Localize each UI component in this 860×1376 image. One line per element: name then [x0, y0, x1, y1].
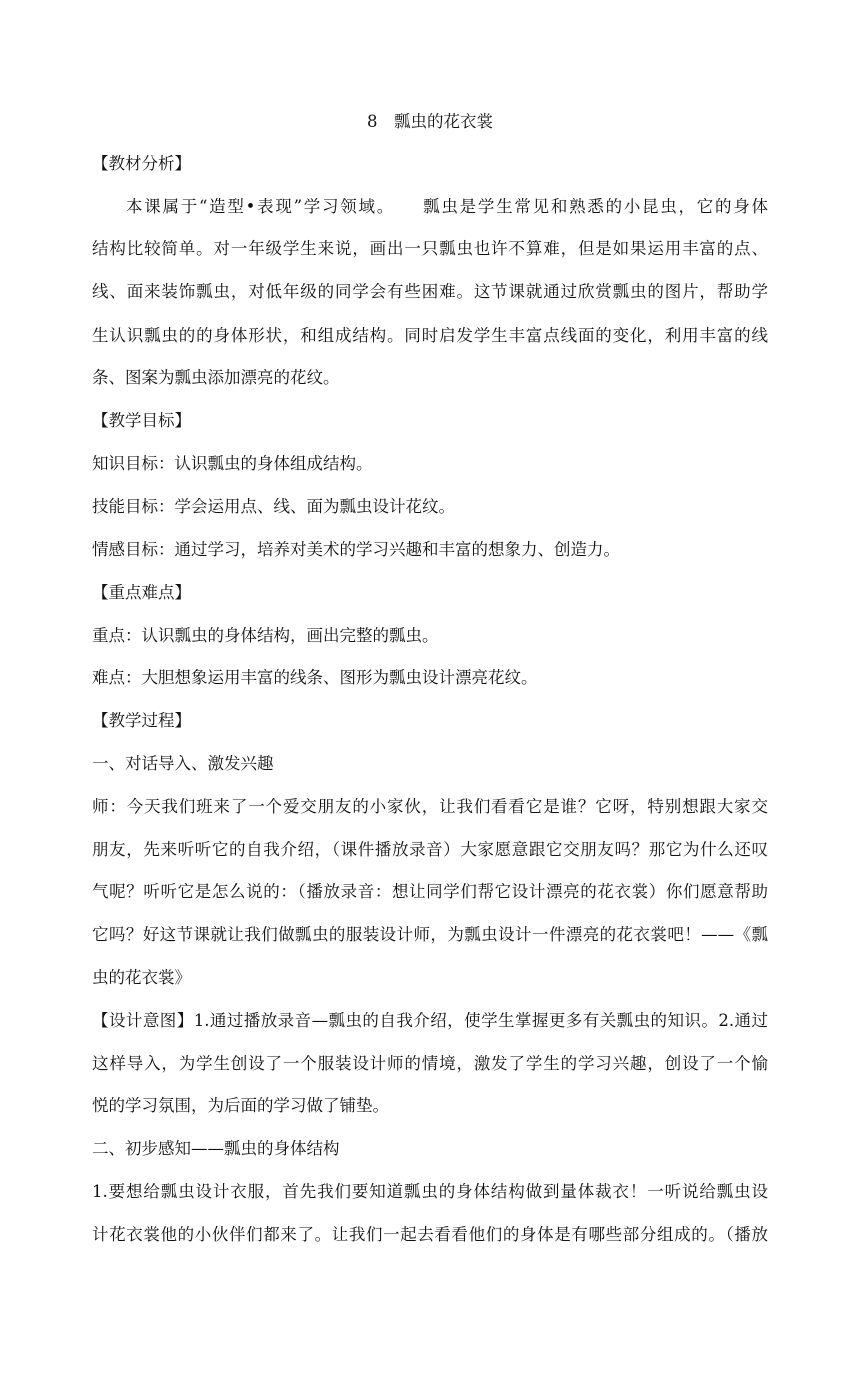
design-intent-line: 【设计意图】1.通过播放录音—瓢虫的自我介绍，使学生掌握更多有关瓢虫的知识。2.通过: [92, 1011, 768, 1030]
section-heading-key-points: 【重点难点】: [92, 583, 191, 602]
section-heading-goals: 【教学目标】: [92, 411, 191, 430]
paragraph-line: 本课属于“造型•表现”学习领域。 瓢虫是学生常见和熟悉的小昆虫，它的身体: [126, 197, 768, 216]
design-intent-line: 悦的学习氛围，为后面的学习做了铺垫。: [92, 1096, 389, 1115]
paragraph-line: 条、图案为瓢虫添加漂亮的花纹。: [92, 368, 340, 387]
paragraph-line: 气呢？听听它是怎么说的：（播放录音：想让同学们帮它设计漂亮的花衣裳）你们愿意帮助: [92, 882, 768, 901]
goal-skill: 技能目标：学会运用点、线、面为瓢虫设计花纹。: [92, 497, 455, 516]
paragraph-line: 师：今天我们班来了一个爱交朋友的小家伙，让我们看看它是谁？它呀，特别想跟大家交: [92, 797, 768, 816]
section-heading-process: 【教学过程】: [92, 711, 191, 730]
section-heading-analysis: 【教材分析】: [92, 154, 191, 173]
paragraph-line: 线、面来装饰瓢虫，对低年级的同学会有些困难。这节课就通过欣赏瓢虫的图片，帮助学: [92, 282, 768, 301]
paragraph-line: 虫的花衣裳》: [92, 968, 191, 987]
key-point: 重点：认识瓢虫的身体结构，画出完整的瓢虫。: [92, 626, 439, 645]
paragraph-line: 1.要想给瓢虫设计衣服，首先我们要知道瓢虫的身体结构做到量体裁衣！一听说给瓢虫设: [92, 1182, 768, 1201]
goal-emotion: 情感目标：通过学习，培养对美术的学习兴趣和丰富的想象力、创造力。: [92, 540, 620, 559]
paragraph-line: 朋友，先来听听它的自我介绍，（课件播放录音）大家愿意跟它交朋友吗？那它为什么还叹: [92, 840, 768, 859]
difficulty-point: 难点：大胆想象运用丰富的线条、图形为瓢虫设计漂亮花纹。: [92, 668, 538, 687]
goal-knowledge: 知识目标：认识瓢虫的身体组成结构。: [92, 454, 373, 473]
paragraph-line: 结构比较简单。对一年级学生来说，画出一只瓢虫也许不算难，但是如果运用丰富的点、: [92, 239, 768, 258]
step2-title: 二、初步感知——瓢虫的身体结构: [92, 1139, 340, 1158]
design-intent-line: 这样导入，为学生创设了一个服装设计师的情境，激发了学生的学习兴趣，创设了一个愉: [92, 1054, 768, 1073]
paragraph-line: 生认识瓢虫的的身体形状，和组成结构。同时启发学生丰富点线面的变化，利用丰富的线: [92, 326, 768, 345]
paragraph-line: 计花衣裳他的小伙伴们都来了。让我们一起去看看他们的身体是有哪些部分组成的。（播放: [92, 1225, 768, 1244]
document-title: 8 瓢虫的花衣裳: [367, 112, 493, 131]
paragraph-line: 它吗？好这节课就让我们做瓢虫的服装设计师，为瓢虫设计一件漂亮的花衣裳吧！——《瓢: [92, 925, 768, 944]
step1-title: 一、对话导入、激发兴趣: [92, 754, 274, 773]
